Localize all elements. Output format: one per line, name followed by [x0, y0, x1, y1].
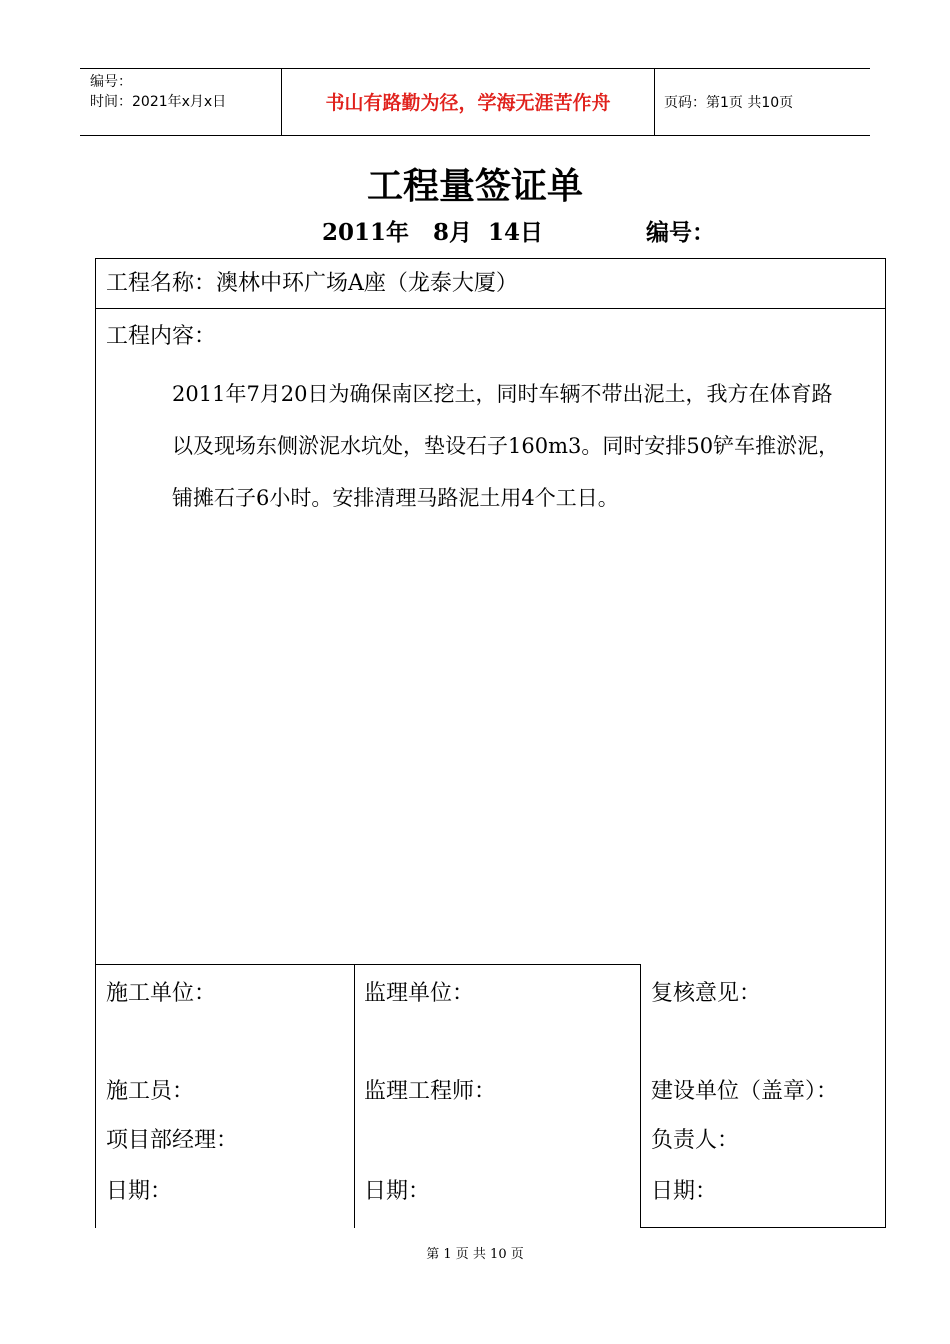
review-date-label: 日期：	[651, 1179, 718, 1204]
header-bottom-rule	[80, 135, 870, 136]
header-divider-right	[654, 68, 655, 136]
header-page-info: 页码：第1页 共10页	[664, 95, 794, 111]
header-top-rule	[80, 68, 870, 69]
responsible-person-label: 负责人：	[651, 1128, 740, 1153]
document-title: 工程量签证单	[366, 165, 583, 207]
header-number-label: 编号：	[90, 74, 132, 90]
project-manager-label: 项目部经理：	[106, 1128, 239, 1153]
header-time-label: 时间：2021年x月x日	[90, 94, 227, 110]
page-footer: 第 1 页 共 10 页	[426, 1247, 524, 1262]
document-number-label: 编号：	[646, 219, 715, 246]
header-meta	[90, 72, 226, 112]
form-table	[95, 258, 886, 965]
row-divider-signatures	[95, 964, 641, 965]
construction-unit-label: 施工单位：	[106, 981, 217, 1006]
document-date: 2011年 8月 14日	[322, 219, 544, 246]
row-divider-name	[95, 308, 885, 309]
supervision-unit-label: 监理单位：	[364, 981, 475, 1006]
supervision-engineer-label: 监理工程师：	[364, 1079, 497, 1104]
content-body	[172, 368, 884, 524]
content-label: 工程内容：	[106, 324, 217, 349]
review-opinion-label: 复核意见：	[651, 981, 762, 1006]
construction-staff-label: 施工员：	[106, 1079, 195, 1104]
project-name: 工程名称：澳林中环广场A座（龙泰大厦）	[106, 271, 518, 296]
supervision-date-label: 日期：	[364, 1179, 431, 1204]
signature-col-divider-1	[354, 964, 355, 1228]
construction-date-label: 日期：	[106, 1179, 173, 1204]
header-motto: 书山有路勤为径，学海无涯苦作舟	[325, 92, 611, 114]
owner-unit-label: 建设单位（盖章）：	[651, 1079, 839, 1104]
content-line: 铺摊石子6小时。安排清理马路泥土用4个工日。	[172, 486, 619, 510]
signature-left-border	[95, 964, 96, 1228]
content-line: 2011年7月20日为确保南区挖土，同时车辆不带出泥土，我方在体育路	[172, 382, 833, 406]
content-line: 以及现场东侧淤泥水坑处，垫设石子160m3。同时安排50铲车推淤泥，	[172, 434, 840, 458]
